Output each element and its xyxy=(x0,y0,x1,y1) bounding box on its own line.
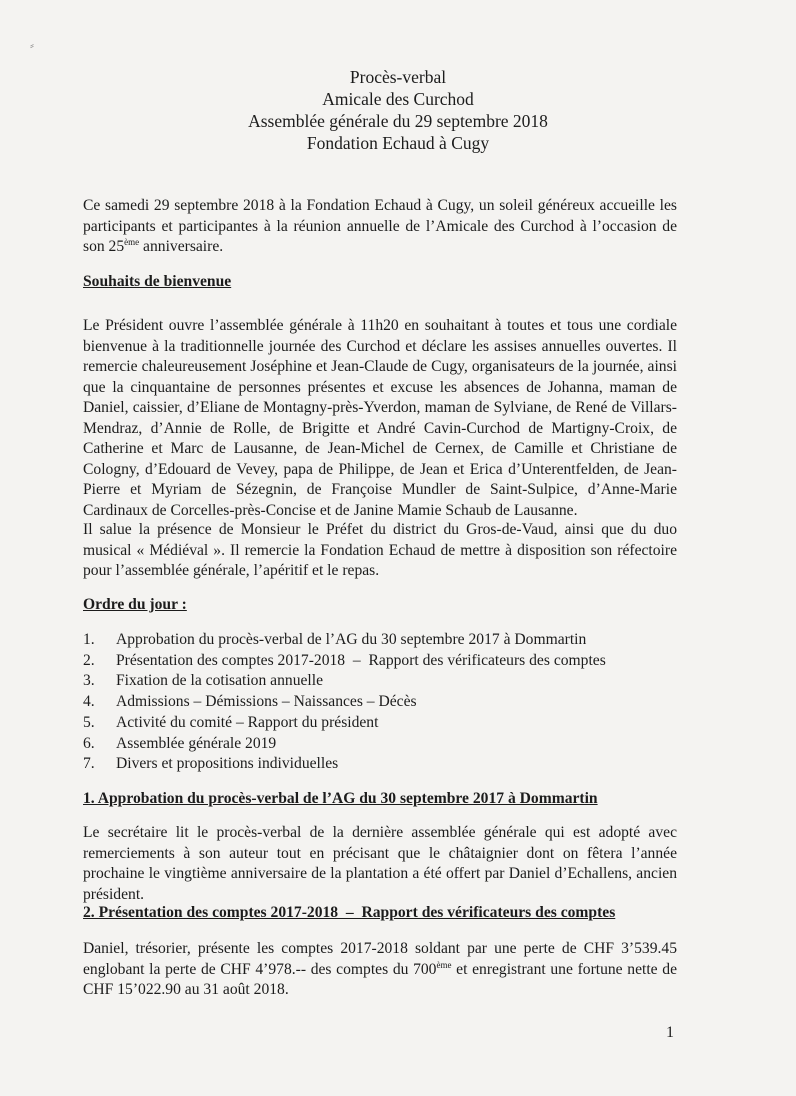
section-2-text-a: Daniel, trésorier, présente les comptes 2017-2018 soldant par une perte de CHF 3’539.45 englobant la perte de CHF 4’978.-- des comptes du 700 xyxy=(83,940,677,978)
agenda-item-text: Divers et propositions individuelles xyxy=(116,755,339,773)
agenda-item-text: Assemblée générale 2019 xyxy=(116,734,277,752)
intro-paragraph xyxy=(83,196,677,258)
agenda-item-text: Activité du comité – Rapport du président xyxy=(116,713,379,731)
agenda-item-number: 2. xyxy=(83,651,95,669)
agenda-item xyxy=(83,671,683,692)
section-2-paragraph xyxy=(83,939,677,1001)
agenda-item-number: 3. xyxy=(83,672,95,690)
title-line-4: Fondation Echaud à Cugy xyxy=(306,133,490,153)
page-number: 1 xyxy=(666,1024,674,1041)
agenda-item xyxy=(83,754,683,775)
section-2-heading: 2. Présentation des comptes 2017-2018 – Rapport des vérificateurs des comptes xyxy=(83,904,616,921)
section-2-superscript: ème xyxy=(436,959,452,970)
title-line-3: Assemblée générale du 29 septembre 2018 xyxy=(248,111,548,131)
section-1-heading: 1. Approbation du procès-verbal de l’AG du 30 septembre 2017 à Dommartin xyxy=(83,790,598,807)
agenda-item-number: 6. xyxy=(83,734,95,752)
intro-text: Ce samedi 29 septembre 2018 à la Fondation Echaud à Cugy, un soleil généreux accueille les participants et participantes à la réunion annuelle de l’Amicale des Curchod à l’occasion de son 25 xyxy=(83,197,677,255)
agenda-item xyxy=(83,630,683,651)
welcome-paragraph-1: Le Président ouvre l’assemblée générale à 11h20 en souhaitant à toutes et tous une cordiale bienvenue à la traditionnelle journée des Curchod et déclare les assises annuelles ouvertes. Il remercie chaleureusement Joséphine et Jean-Claude de Cugy, organisateurs de la journée, ainsi que la cinquantaine de personnes présentes et excuse les absences de Johanna, maman de Daniel, caissier, d’Eliane de Montagny-près-Yverdon, maman de Sylviane, de René de Villars-Mendraz, d’Annie de Rolle, de Brigitte et André Cavin-Curchod de Martigny-Croix, de Catherine et Marc de Lausanne, de Jean-Michel de Cernex, de Camille et Christiane de Cologny, d’Edouard de Vevey, papa de Philippe, de Jean et Erica d’Unterentfelden, de Jean-Pierre et Myriam de Sézegnin, de Françoise Mundler de Saint-Sulpice, d’Anne-Marie Cardinaux de Corcelles-près-Concise et de Janine Mamie Schaub de Lausanne. xyxy=(83,317,677,519)
title-line-1: Procès-verbal xyxy=(349,67,447,87)
document-title-block xyxy=(0,66,796,154)
agenda-item-number: 5. xyxy=(83,713,95,731)
agenda-list xyxy=(83,630,683,775)
agenda-heading: Ordre du jour : xyxy=(83,596,187,613)
agenda-item-number: 1. xyxy=(83,631,95,648)
agenda-item xyxy=(83,692,683,713)
intro-superscript: ème xyxy=(124,236,140,247)
section-2-text-b: et enregistrant une fortune nette de CHF 15’022.90 au 31 août 2018. xyxy=(83,960,677,998)
agenda-item-number: 4. xyxy=(83,693,95,711)
intro-text-end: anniversaire. xyxy=(139,238,224,255)
agenda-item-text: Approbation du procès-verbal de l’AG du 30 septembre 2017 à Dommartin xyxy=(116,631,587,648)
welcome-paragraph-2: Il salue la présence de Monsieur le Préfet du district du Gros-de-Vaud, ainsi que du duo musical « Médiéval ». Il remercie la Fondation Echaud de mettre à disposition son réfectoire pour l’assemblée générale, l’apéritif et le repas. xyxy=(83,521,677,579)
agenda-item-text: Présentation des comptes 2017-2018 – Rapport des vérificateurs des comptes xyxy=(116,651,606,669)
agenda-item-number: 7. xyxy=(83,755,95,773)
agenda-item xyxy=(83,734,683,755)
section-1-paragraph: Le secrétaire lit le procès-verbal de la dernière assemblée générale qui est adopté avec remerciements à son auteur tout en précisant que le châtaignier dont on fêtera l’année prochaine le vingtième anniversaire de la plantation a été offert par Daniel d’Echallens, ancien président. xyxy=(83,824,677,903)
agenda-item xyxy=(83,713,683,734)
welcome-heading: Souhaits de bienvenue xyxy=(83,273,232,290)
agenda-item-text: Admissions – Démissions – Naissances – Décès xyxy=(116,693,417,711)
agenda-item-text: Fixation de la cotisation annuelle xyxy=(116,672,323,690)
scan-artifact: ⸗ xyxy=(30,38,34,52)
agenda-item xyxy=(83,651,683,672)
title-line-2: Amicale des Curchod xyxy=(322,89,474,109)
